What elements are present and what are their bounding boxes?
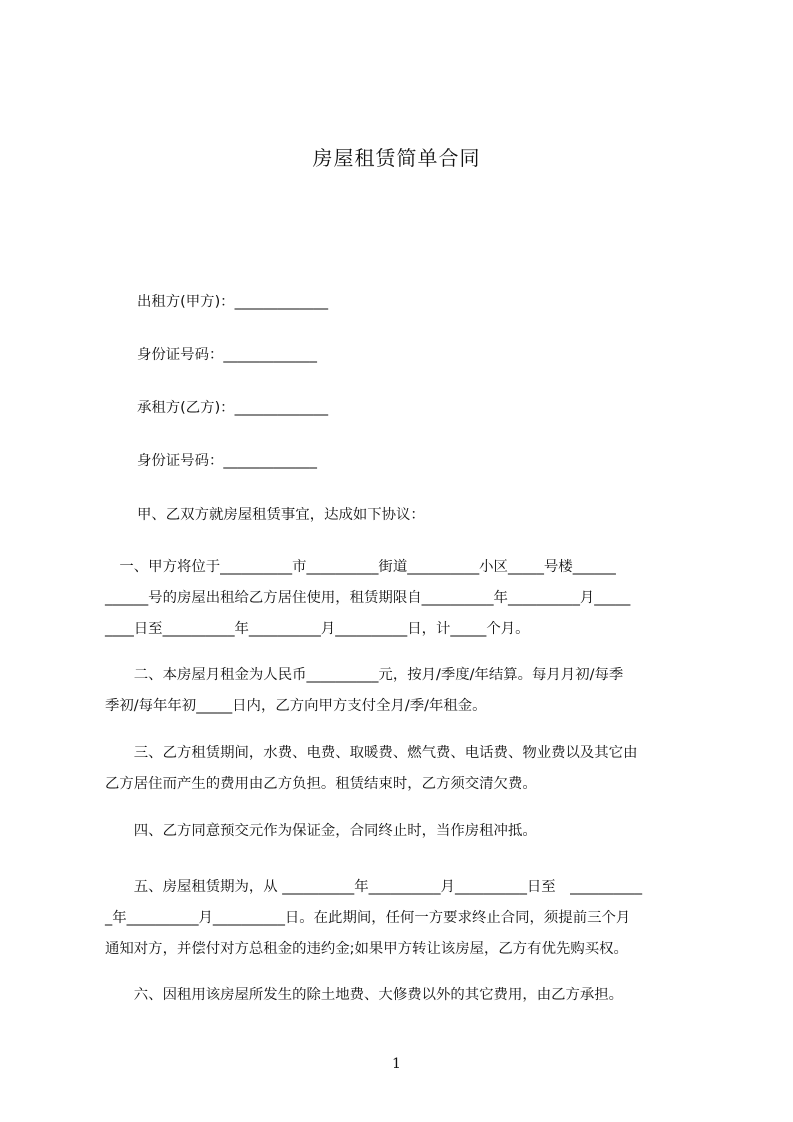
clause-2 [105,660,703,722]
page-title: 房屋租赁简单合同 [312,146,481,170]
page-number: 1 [392,1056,401,1072]
clause-3-line: 乙方居住而产生的费用由乙方负担。租赁结束时，乙方须交清欠费。 [105,776,537,792]
clause-3-line: 三、乙方租赁期间，水费、电费、取暖费、燃气费、电话费、物业费以及其它由 [105,745,638,761]
clause-2-line: 二、本房屋月租金为人民币__________元，按月/季度/年结算。每月月初/每季 [105,667,624,683]
clause-5-line: _年__________月__________日。在此期间，任何一方要求终止合同，须提前三个月 [105,910,631,926]
clause-6 [105,980,703,1011]
clause-2-line: 季初/每年年初_____日内，乙方向甲方支付全月/季/年租金。 [105,698,487,714]
clause-5-line: 通知对方，并偿付对方总租金的违约金;如果甲方转让该房屋，乙方有优先购买权。 [105,941,628,957]
intro-paragraph: 甲、乙双方就房屋租赁事宜，达成如下协议： [137,507,425,523]
clause-1-line: ______号的房屋出租给乙方居住使用，租赁期限自__________年__________月_____ [105,590,631,606]
lessee-field: 承租方(乙方)：_____________ [137,400,329,416]
lessee-id-field: 身份证号码：_____________ [137,453,317,469]
clause-1-line: 一、甲方将位于__________市__________街道__________小区_____号楼______ [105,559,616,575]
clause-1-line: ____日至__________年__________月__________日，计_____个月。 [105,621,530,637]
clause-3 [105,738,703,800]
clause-6-line: 六、因租用该房屋所发生的除土地费、大修费以外的其它费用，由乙方承担。 [105,987,624,1003]
clause-4 [105,816,703,847]
lessor-id-field: 身份证号码：_____________ [137,347,317,363]
clause-4-line: 四、乙方同意预交元作为保证金，合同终止时，当作房租冲抵。 [105,823,537,839]
clause-5 [105,872,703,965]
clause-1 [105,552,703,645]
clause-5-line: 五、房屋租赁期为，从 __________年__________月__________日至 __________ [105,879,643,895]
lessor-field: 出租方(甲方)：_____________ [137,294,329,310]
